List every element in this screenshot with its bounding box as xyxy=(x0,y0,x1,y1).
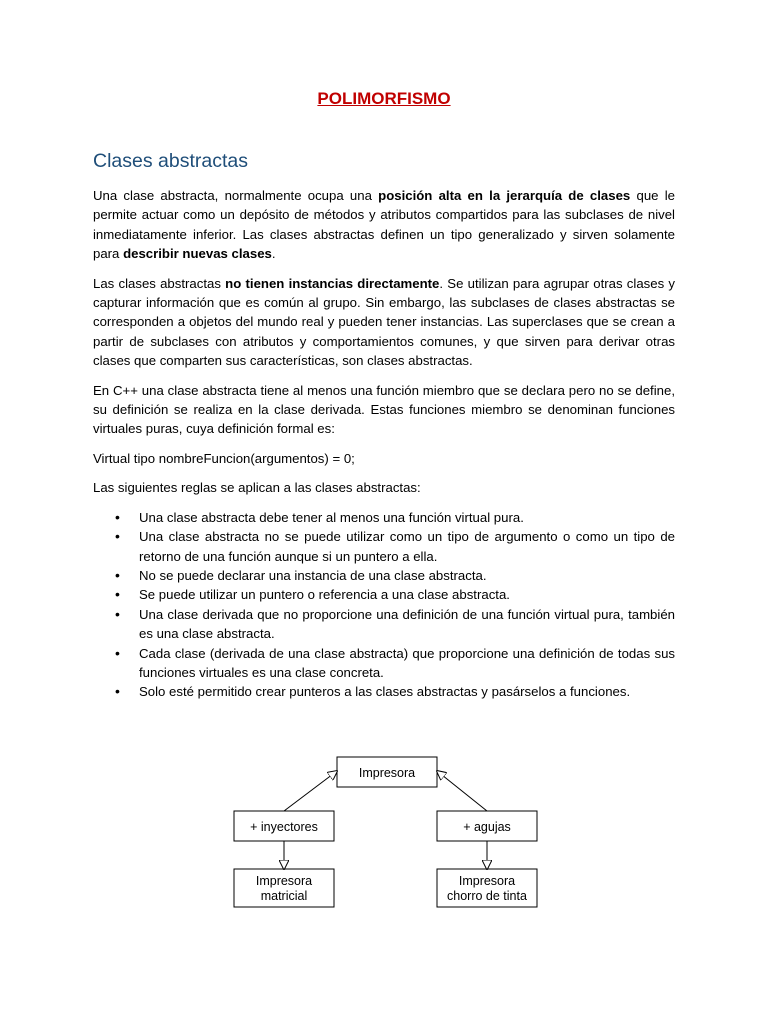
arrow-right-to-root xyxy=(437,771,487,811)
paragraph-1-text-c: . xyxy=(271,246,276,262)
paragraph-1-bold-a: posición alta en la jerarquía de clases xyxy=(378,188,631,203)
paragraph-1-bold-b: describir nuevas clases xyxy=(123,246,272,262)
paragraph-3: En C++ una clase abstracta tiene al menos una función miembro que se declara pero no se define, su definición se realiza en la clase derivada. Estas funciones miembro se denominan funciones virtuales puras, cuya definición formal es: xyxy=(93,382,675,437)
code-declaration: Virtual tipo nombreFuncion(argumentos) = 0; xyxy=(93,450,355,466)
rule-item: • Se puede utilizar un puntero o referencia a una clase abstracta. xyxy=(93,585,675,604)
paragraph-2 xyxy=(93,274,675,371)
paragraph-1-text-b: que le permite actuar como un depósito de métodos y atributos compartidos para las subclases de nivel inmediatamente inferior. Las clases abstractas definen un tipo generalizado y sirven solamente para xyxy=(93,188,675,262)
paragraph-2-text-b: . Se utilizan para agrupar otras clases y capturar información que es común al grupo. Sin embargo, las subclases de clases abstractas se corresponden a objetos del mundo real y pueden tener instancias. Las superclases que se crean a partir de subclases con atributos y comportamientos comunes, y que sirven para derivar otras clases que comparten sus características, son clases abstractas. xyxy=(93,275,675,369)
rule-item: • Una clase derivada que no proporcione una definición de una función virtual pura, también es una clase abstracta. xyxy=(93,605,675,644)
section-heading: Clases abstractas xyxy=(93,150,248,172)
class-hierarchy-diagram xyxy=(220,745,550,915)
root-class-label: Impresora xyxy=(358,766,416,780)
rule-item: • Cada clase (derivada de una clase abstracta) que proporcione una definición de todas sus funciones virtuales es una clase concreta. xyxy=(93,644,675,683)
page-title: POLIMORFISMO xyxy=(317,89,451,108)
paragraph-1-text-a: Una clase abstracta, normalmente ocupa una xyxy=(93,188,379,203)
document-body xyxy=(93,186,675,702)
rule-item: • Solo esté permitido crear punteros a las clases abstractas y pasárselos a funciones. xyxy=(93,682,675,701)
rule-item: • Una clase abstracta no se puede utilizar como un tipo de argumento o como un tipo de retorno de una función aunque si un puntero a ella. xyxy=(93,527,675,566)
left-leaf-label-line1: Impresora xyxy=(255,874,313,888)
right-leaf-label-line2: chorro de tinta xyxy=(447,889,527,903)
right-leaf-label-line1: Impresora xyxy=(458,874,516,888)
arrow-left-to-root xyxy=(284,771,337,811)
rules-list xyxy=(93,508,675,702)
left-attribute-label: + inyectores xyxy=(250,820,318,834)
paragraph-1 xyxy=(93,186,675,264)
left-leaf-label-line2: matricial xyxy=(260,889,308,903)
rules-intro: Las siguientes reglas se aplican a las clases abstractas: xyxy=(93,480,421,496)
paragraph-2-bold: no tienen instancias directamente xyxy=(225,275,440,291)
rule-item: • Una clase abstracta debe tener al menos una función virtual pura. xyxy=(93,508,675,527)
rule-item: • No se puede declarar una instancia de una clase abstracta. xyxy=(93,566,675,585)
right-attribute-label: + agujas xyxy=(463,820,511,834)
paragraph-2-text-a: Las clases abstractas xyxy=(93,275,226,291)
